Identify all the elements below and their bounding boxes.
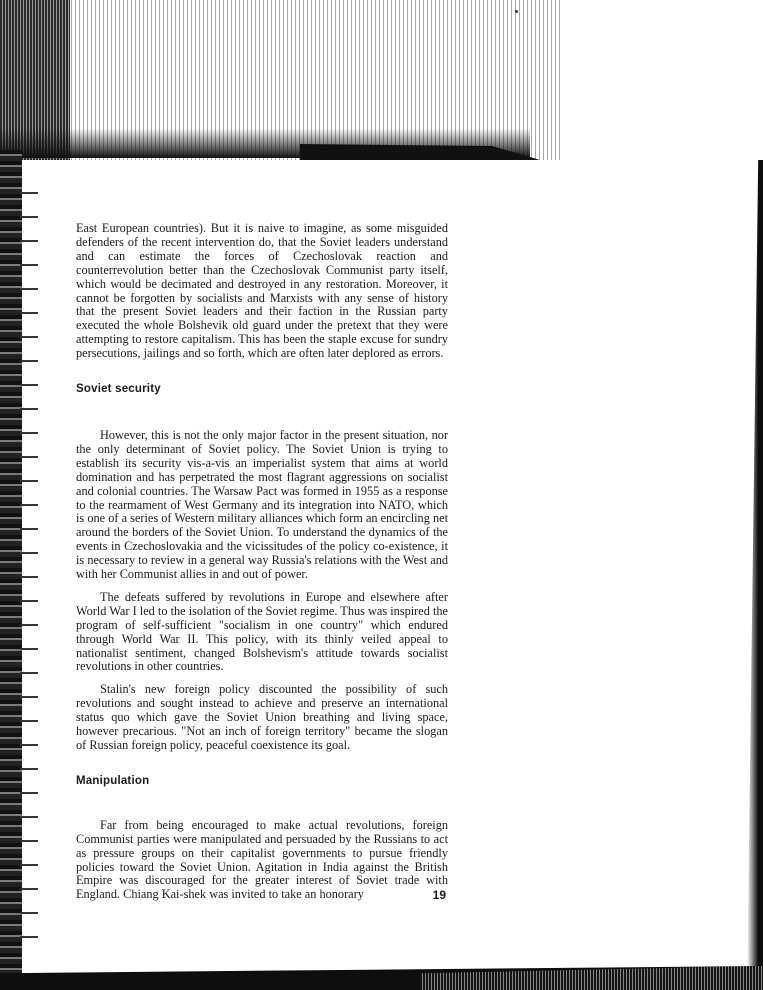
paragraph: However, this is not the only major factor in the present situation, nor the only determinant of Soviet policy. The Soviet Union is trying to establish its security vis-a-vis an imperialist system that aims at world domination and has perpetrated the most flagrant aggressions on socialist and colonial countries. The Warsaw Pact was formed in 1955 as a response to the rearmament of West Germany and its integration into NATO, which is one of a series of Western military alliances which form an encircling net around the borders of the Soviet Union. To understand the dynamics of the events in Czechoslovakia and the vicissitudes of the policy co-existence, it is necessary to review in a general way Russia's relations with the West and with her Communist allies in and out of power.: [76, 427, 448, 582]
page-body: [76, 222, 448, 911]
paragraph: Far from being encouraged to make actual revolutions, foreign Communist parties were manipulated and persuaded by the Russians to act as pressure groups on their capitalist governments to pursue friendly policies toward the Soviet Union. Agitation in India against the British Empire was discouraged for the greater interest of Soviet trade with England. Chiang Kai-shek was invited to take an honorary: [76, 817, 448, 902]
section-heading-soviet-security: Soviet security: [76, 383, 161, 396]
page-number: 19: [432, 888, 446, 902]
paragraph: The defeats suffered by revolutions in Europe and elsewhere after World War I led to the isolation of the Soviet regime. Thus was inspired the program of self-sufficient "socialism in one country" which endured through World War II. This policy, with its thinly veiled appeal to nationalist sentiment, changed Bolshevism's attitude towards socialist revolutions in other countries.: [76, 589, 448, 674]
book-spine-ticks: [20, 170, 38, 960]
paragraph: Stalin's new foreign policy discounted the possibility of such revolutions and sought instead to achieve and preserve an international status quo which gave the Soviet Union breathing and living space, however precarious. "Not an inch of foreign territory" became the slogan of Russian foreign policy, peaceful coexistence its goal.: [76, 682, 448, 752]
book-spine-shadow: [0, 150, 22, 990]
page-edge-right: [747, 160, 763, 990]
section-heading-manipulation: Manipulation: [76, 774, 150, 787]
continued-paragraph: East European countries). But it is naive to imagine, as some misguided defenders of the recent intervention do, that the Soviet leaders understand and can estimate the forces of Czechoslovak reaction and counterrevolution better than the Czechoslovak Communist party itself, which would be decimated and destroyed in any restoration. Moreover, it cannot be forgotten by socialists and Marxists with any sense of history that the present Soviet leaders and their faction in the Russian party executed the whole Bolshevik old guard under the pretext that they were attempting to restore capitalism. This has been the staple excuse for sundry persecutions, jailings and so forth, which are often later deplored as errors.: [76, 221, 448, 361]
scan-speck: [515, 10, 518, 13]
